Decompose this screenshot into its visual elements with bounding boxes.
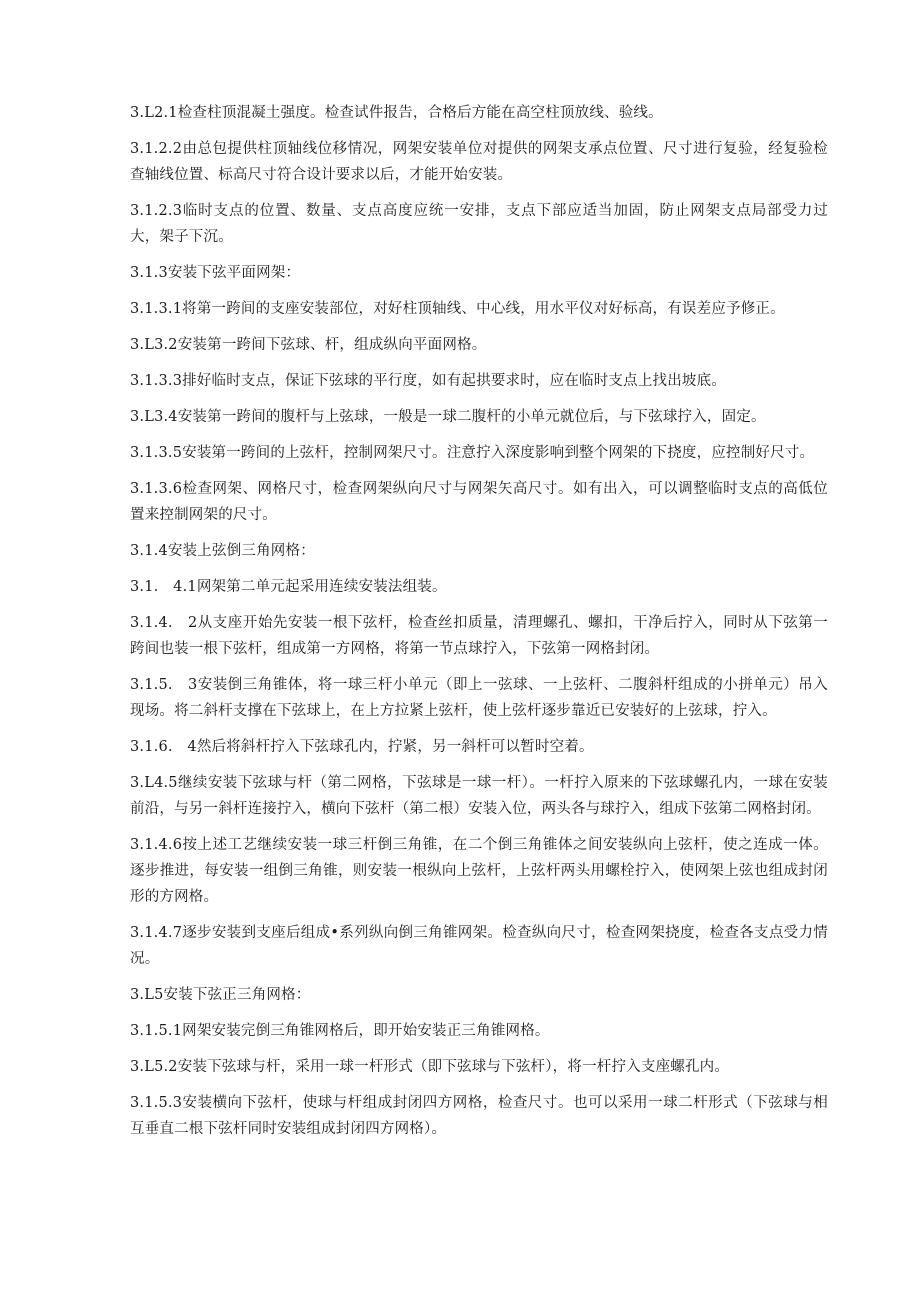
paragraph-3-1-2-3: 3.1.2.3临时支点的位置、数量、支点高度应统一安排，支点下部应适当加固，防止网架支点局部受力过大，架子下沉。 bbox=[130, 203, 828, 245]
section-heading-3-1-5: 3.L5安装下弦正三角网格： bbox=[130, 987, 311, 1003]
paragraph-3-1-4-2: 3.1.4. 2从支座开始先安装一根下弦杆，检查丝扣质量，清理螺孔、螺扣，干净后拧入，同时从下弦第一跨间也装一根下弦杆，组成第一方网格，将第一节点球拧入，下弦第一网格封闭。 bbox=[130, 615, 828, 657]
paragraph-3-1-5-3: 3.1.5. 3安装倒三角锥体，将一球三杆小单元（即上一弦球、一上弦杆、二腹斜杆组成的小拼单元）吊入现场。将二斜杆支撑在下弦球上，在上方拉紧上弦杆，使上弦杆逐步靠近已安装好的上弦球，拧入。 bbox=[130, 677, 828, 719]
paragraph-3-1-5-1: 3.1.5.1网架安装完倒三角锥网格后，即开始安装正三角锥网格。 bbox=[130, 1023, 550, 1039]
paragraph-3-1-3-3: 3.1.3.3排好临时支点，保证下弦球的平行度，如有起拱要求时，应在临时支点上找出坡底。 bbox=[130, 373, 727, 389]
paragraph-3-1-5-3b: 3.1.5.3安装横向下弦杆，使球与杆组成封闭四方网格，检查尺寸。也可以采用一球二杆形式（下弦球与相互垂直二根下弦杆同时安装组成封闭四方网格）。 bbox=[130, 1095, 828, 1137]
paragraph-3-1-3-6: 3.1.3.6检查网架、网格尺寸，检查网架纵向尺寸与网架矢高尺寸。如有出入，可以调整临时支点的高低位置来控制网架的尺寸。 bbox=[130, 481, 828, 523]
paragraph-3-1-4-7: 3.1.4.7逐步安装到支座后组成•系列纵向倒三角锥网架。检查纵向尺寸，检查网架挠度，检查各支点受力情况。 bbox=[130, 925, 828, 967]
paragraph-3-1-4-5: 3.L4.5继续安装下弦球与杆（第二网格，下弦球是一球一杆）。一杆拧入原来的下弦球螺孔内，一球在安装前沿，与另一斜杆连接拧入，横向下弦杆（第二根）安装入位，两头各与球拧入，组成下弦第二网格封闭。 bbox=[130, 775, 828, 817]
paragraph-3-1-2-1: 3.L2.1检查柱顶混凝土强度。检查试件报告，合格后方能在高空柱顶放线、验线。 bbox=[130, 105, 663, 121]
paragraph-3-1-3-1: 3.1.3.1将第一跨间的支座安装部位，对好柱顶轴线、中心线，用水平仪对好标高，有误差应予修正。 bbox=[130, 301, 785, 317]
paragraph-3-1-5-2: 3.L5.2安装下弦球与杆，采用一球一杆形式（即下弦球与下弦杆），将一杆拧入支座螺孔内。 bbox=[130, 1059, 730, 1075]
paragraph-3-1-3-4: 3.L3.4安装第一跨间的腹杆与上弦球，一般是一球二腹杆的小单元就位后，与下弦球拧入，固定。 bbox=[130, 409, 766, 425]
paragraph-3-1-6-4: 3.1.6. 4然后将斜杆拧入下弦球孔内，拧紧，另一斜杆可以暂时空着。 bbox=[130, 739, 594, 755]
paragraph-3-1-4-6: 3.1.4.6按上述工艺继续安装一球三杆倒三角锥，在二个倒三角锥体之间安装纵向上弦杆，使之连成一体。逐步推进，每安装一组倒三角锥，则安装一根纵向上弦杆，上弦杆两头用螺栓拧入，使网架上弦也组成封闭形的方网格。 bbox=[130, 837, 828, 905]
section-heading-3-1-4: 3.1.4安装上弦倒三角网格： bbox=[130, 543, 315, 559]
paragraph-3-1-3-5: 3.1.3.5安装第一跨间的上弦杆，控制网架尺寸。注意拧入深度影响到整个网架的下挠度，应控制好尺寸。 bbox=[130, 445, 815, 461]
document-body bbox=[130, 100, 828, 1152]
paragraph-3-1-4-1: 3.1. 4.1网架第二单元起采用连续安装法组装。 bbox=[130, 579, 447, 595]
paragraph-3-1-2-2: 3.1.2.2由总包提供柱顶轴线位移情况，网架安装单位对提供的网架支承点位置、尺寸进行复验，经复验检查轴线位置、标高尺寸符合设计要求以后，才能开始安装。 bbox=[130, 141, 828, 183]
section-heading-3-1-3: 3.1.3安装下弦平面网架： bbox=[130, 265, 301, 281]
paragraph-3-1-3-2: 3.L3.2安装第一跨间下弦球、杆，组成纵向平面网格。 bbox=[130, 337, 487, 353]
